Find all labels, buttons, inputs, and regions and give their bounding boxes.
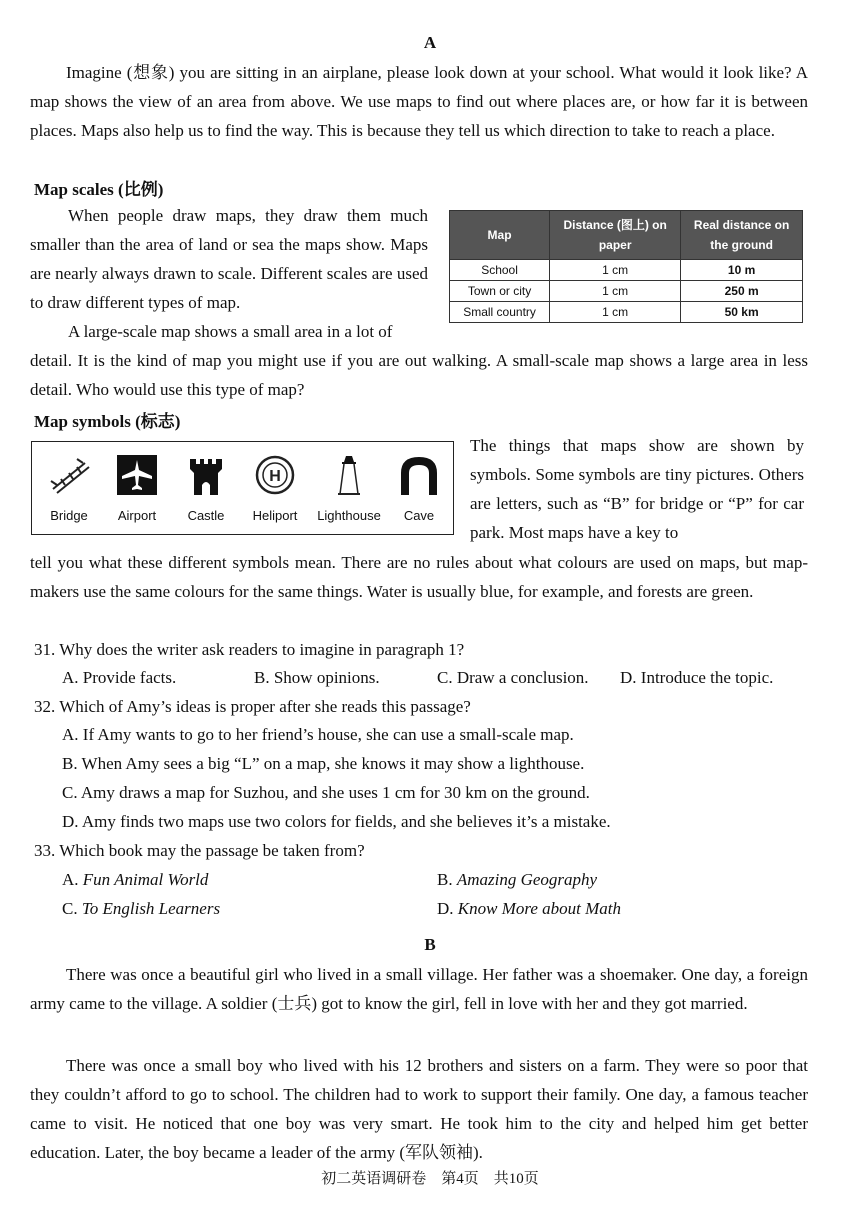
question-31-option-c: C. Draw a conclusion. [437, 668, 589, 687]
bridge-symbol [34, 450, 104, 523]
scales-paragraph-2-rest: detail. It is the kind of map you might use if you are out walking. A small-scale map shows a large area in less detail. Who would use this type of map? [30, 351, 808, 399]
table-cell: 1 cm [550, 302, 681, 323]
question-32-stem: 32. Which of Amy’s ideas is proper after she reads this passage? [34, 697, 471, 716]
question-31-option-b: B. Show opinions. [254, 668, 380, 687]
section-b-paragraph-2: There was once a small boy who lived with his 12 brothers and sisters on a farm. They were so poor that they couldn’t afford to go to school. The children had to work to support their family. One day, a famous teacher came to visit. He noticed that one boy was very smart. He took him to the city and helped him get better education. Later, the boy became a leader of the army (军队领袖). [30, 1056, 808, 1162]
table-header-row [450, 211, 803, 260]
table-cell: 1 cm [550, 260, 681, 281]
symbol-label: Bridge [50, 508, 88, 523]
symbols-rest-paragraph: tell you what these different symbols mean. There are no rules about what colours are used on maps, but map-makers use the same colours for the same things. Water is usually blue, for example, and forests are green. [30, 553, 808, 601]
question-32-option-d: D. Amy finds two maps use two colors for fields, and she believes it’s a mistake. [62, 812, 611, 831]
lighthouse-icon [334, 454, 364, 496]
question-33-option-a: A. Fun Animal World [62, 870, 209, 889]
question-33-option-d: D. Know More about Math [437, 899, 622, 918]
scales-paragraph-1: When people draw maps, they draw them much smaller than the area of land or sea the maps show. Maps are nearly always drawn to scale. Different scales are used to draw different types of map. [30, 206, 428, 312]
symbol-label: Cave [403, 508, 435, 523]
map-symbols-key [31, 441, 454, 535]
question-31-option-a: A. Provide facts. [62, 668, 177, 687]
map-symbols-heading: Map symbols (标志) [34, 412, 181, 431]
question-32-option-a: A. If Amy wants to go to her friend’s house, she can use a small-scale map. [62, 725, 574, 744]
table-cell: 10 m [681, 260, 803, 281]
table-cell: School [450, 260, 550, 281]
symbol-label: Lighthouse [317, 508, 381, 523]
bridge-icon [47, 455, 91, 495]
intro-paragraph: Imagine (想象) you are sitting in an airplane, please look down at your school. What would it look like? A map shows the view of an area from above. We use maps to find out where places are, or how far it is between places. Maps also help us to find the way. This is because they tell us which direction to take to reach a place. [30, 63, 808, 140]
symbol-label: Airport [117, 508, 157, 523]
scale-table [449, 210, 803, 323]
table-row [450, 302, 803, 323]
cave-icon [399, 455, 439, 495]
question-33-option-b: B. Amazing Geography [437, 870, 598, 889]
table-header: Real distance on the ground [681, 211, 803, 260]
symbol-label: Castle [187, 508, 225, 523]
castle-symbol [171, 450, 241, 523]
airport-symbol [102, 450, 172, 523]
table-cell: Small country [450, 302, 550, 323]
heliport-letter: H [269, 468, 281, 485]
table-cell: 50 km [681, 302, 803, 323]
airport-icon [117, 455, 157, 495]
map-scales-heading: Map scales (比例) [34, 180, 164, 199]
castle-icon [188, 455, 224, 495]
lighthouse-symbol [314, 450, 384, 523]
symbols-side-paragraph: The things that maps show are shown by symbols. Some symbols are tiny pictures. Others are letters, such as “B” for bridge or “P” for car park. Most maps have a key to [470, 436, 804, 542]
section-a-title: A [423, 33, 437, 52]
section-b-title: B [424, 935, 436, 954]
question-33-option-c: C. To English Learners [62, 899, 221, 918]
question-32-option-c: C. Amy draws a map for Suzhou, and she uses 1 cm for 30 km on the ground. [62, 783, 590, 802]
page-footer: 初二英语调研卷 第4页 共10页 [321, 1171, 539, 1187]
section-b-paragraph-1: There was once a beautiful girl who lived in a small village. Her father was a shoemaker. One day, a foreign army came to the village. A soldier (士兵) got to know the girl, fell in love with her and they got married. [30, 965, 808, 1013]
table-row [450, 281, 803, 302]
question-31-stem: 31. Why does the writer ask readers to imagine in paragraph 1? [34, 640, 465, 659]
symbol-label: Heliport [252, 508, 298, 523]
table-header: Distance (图上) on paper [550, 211, 681, 260]
table-cell: 250 m [681, 281, 803, 302]
question-32-option-b: B. When Amy sees a big “L” on a map, she knows it may show a lighthouse. [62, 754, 585, 773]
heliport-symbol [240, 450, 310, 523]
table-header: Map [450, 211, 550, 260]
question-31-option-d: D. Introduce the topic. [620, 668, 774, 687]
scales-paragraph-2-start: A large-scale map shows a small area in a lot of [68, 322, 393, 341]
table-cell: Town or city [450, 281, 550, 302]
table-row [450, 260, 803, 281]
question-33-stem: 33. Which book may the passage be taken from? [34, 841, 365, 860]
cave-symbol [384, 450, 454, 523]
heliport-icon [255, 455, 295, 495]
table-cell: 1 cm [550, 281, 681, 302]
